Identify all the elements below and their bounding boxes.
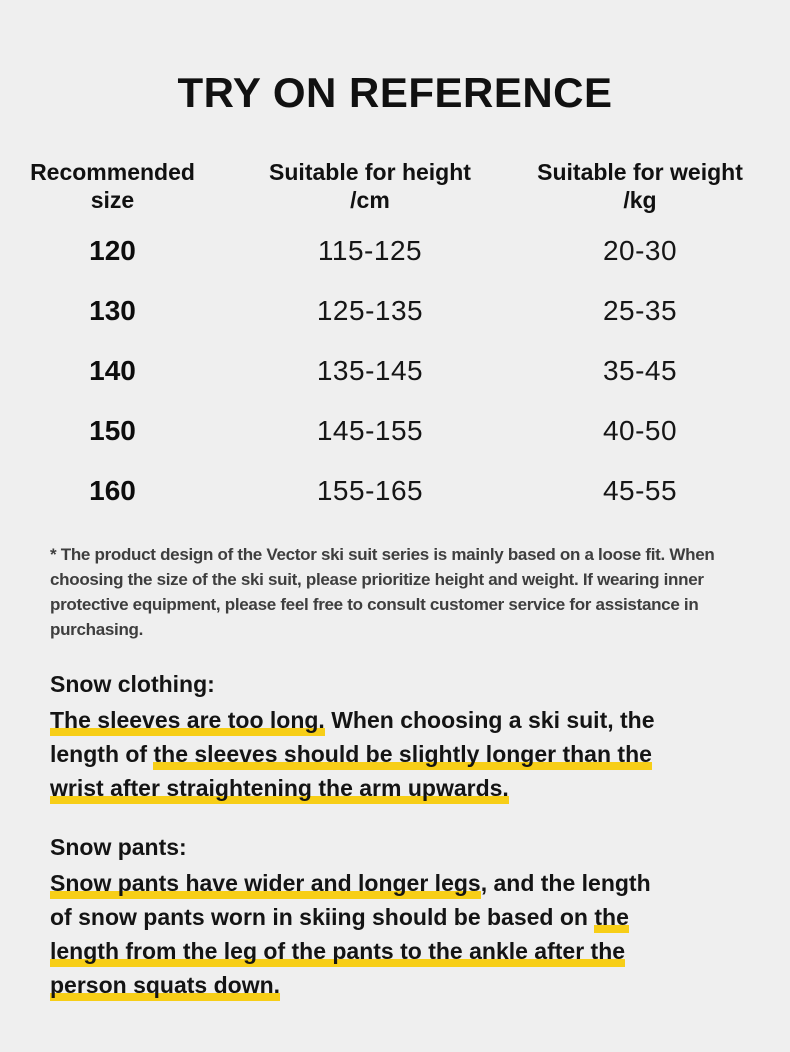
col-header-weight-unit: /kg: [623, 187, 657, 213]
sizing-footnote: * The product design of the Vector ski suit series is mainly based on a loose fit. When choosing the size of the ski suit, please prioritize height and weight. If wearing inner protective equipment, please feel free to consult customer service for assistance in purchasing.: [50, 545, 715, 639]
plain-text: When choosing a ski suit, the: [324, 707, 655, 733]
size-cell: 130: [89, 295, 136, 326]
page-title: TRY ON REFERENCE: [177, 69, 613, 116]
paragraph-line: [50, 934, 790, 968]
table-row: [0, 236, 790, 266]
weight-range-cell: 35-45: [602, 355, 678, 386]
paragraph-line: [50, 737, 790, 771]
size-cell: 150: [89, 415, 136, 446]
height-range-cell: 135-145: [316, 355, 424, 386]
col-header-weight: [515, 158, 765, 214]
size-cell: 140: [89, 355, 136, 386]
highlighted-text: length from the leg of the pants to the ankle after the: [50, 938, 625, 967]
plain-text: of snow pants worn in skiing should be based on: [50, 904, 595, 930]
table-row: [0, 356, 790, 386]
size-cell: 160: [89, 475, 136, 506]
highlighted-text: The sleeves are too long.: [50, 707, 325, 736]
paragraph-line: [50, 900, 790, 934]
col-header-size: [0, 158, 225, 214]
col-header-size-label: Recommended: [30, 159, 195, 185]
col-header-height-label: Suitable for height: [269, 159, 471, 185]
height-range-cell: 125-135: [316, 295, 424, 326]
size-table-header-row: [0, 158, 790, 214]
highlighted-text: Snow pants have wider and longer legs: [50, 870, 481, 899]
plain-text: , and the length: [480, 870, 651, 896]
highlighted-text: the: [594, 904, 629, 933]
col-header-height-unit: /cm: [350, 187, 390, 213]
height-range-cell: 115-125: [317, 235, 423, 266]
paragraph-line: [50, 771, 790, 805]
size-cell: 120: [89, 235, 136, 266]
paragraph-line: [50, 703, 790, 737]
snow-clothing-heading: Snow clothing:: [50, 671, 215, 697]
table-row: [0, 296, 790, 326]
snow-pants-paragraph: [50, 866, 790, 1002]
col-header-size-unit: size: [90, 187, 135, 213]
weight-range-cell: 25-35: [602, 295, 678, 326]
weight-range-cell: 40-50: [602, 415, 678, 446]
snow-clothing-section: [0, 669, 790, 805]
snow-clothing-paragraph: [50, 703, 790, 805]
height-range-cell: 145-155: [316, 415, 424, 446]
size-table: [0, 158, 790, 506]
highlighted-text: the sleeves should be slightly longer than the: [153, 741, 651, 770]
snow-pants-section: [0, 832, 790, 1002]
table-row: [0, 416, 790, 446]
highlighted-text: wrist after straightening the arm upwards.: [50, 775, 509, 804]
col-header-weight-label: Suitable for weight: [537, 159, 743, 185]
snow-pants-heading: Snow pants:: [50, 834, 187, 860]
paragraph-line: [50, 968, 790, 1002]
height-range-cell: 155-165: [316, 475, 424, 506]
weight-range-cell: 45-55: [602, 475, 678, 506]
highlighted-text: person squats down.: [50, 972, 280, 1001]
plain-text: length of: [50, 741, 154, 767]
paragraph-line: [50, 866, 790, 900]
table-row: [0, 476, 790, 506]
weight-range-cell: 20-30: [602, 235, 678, 266]
col-header-height: [225, 158, 515, 214]
